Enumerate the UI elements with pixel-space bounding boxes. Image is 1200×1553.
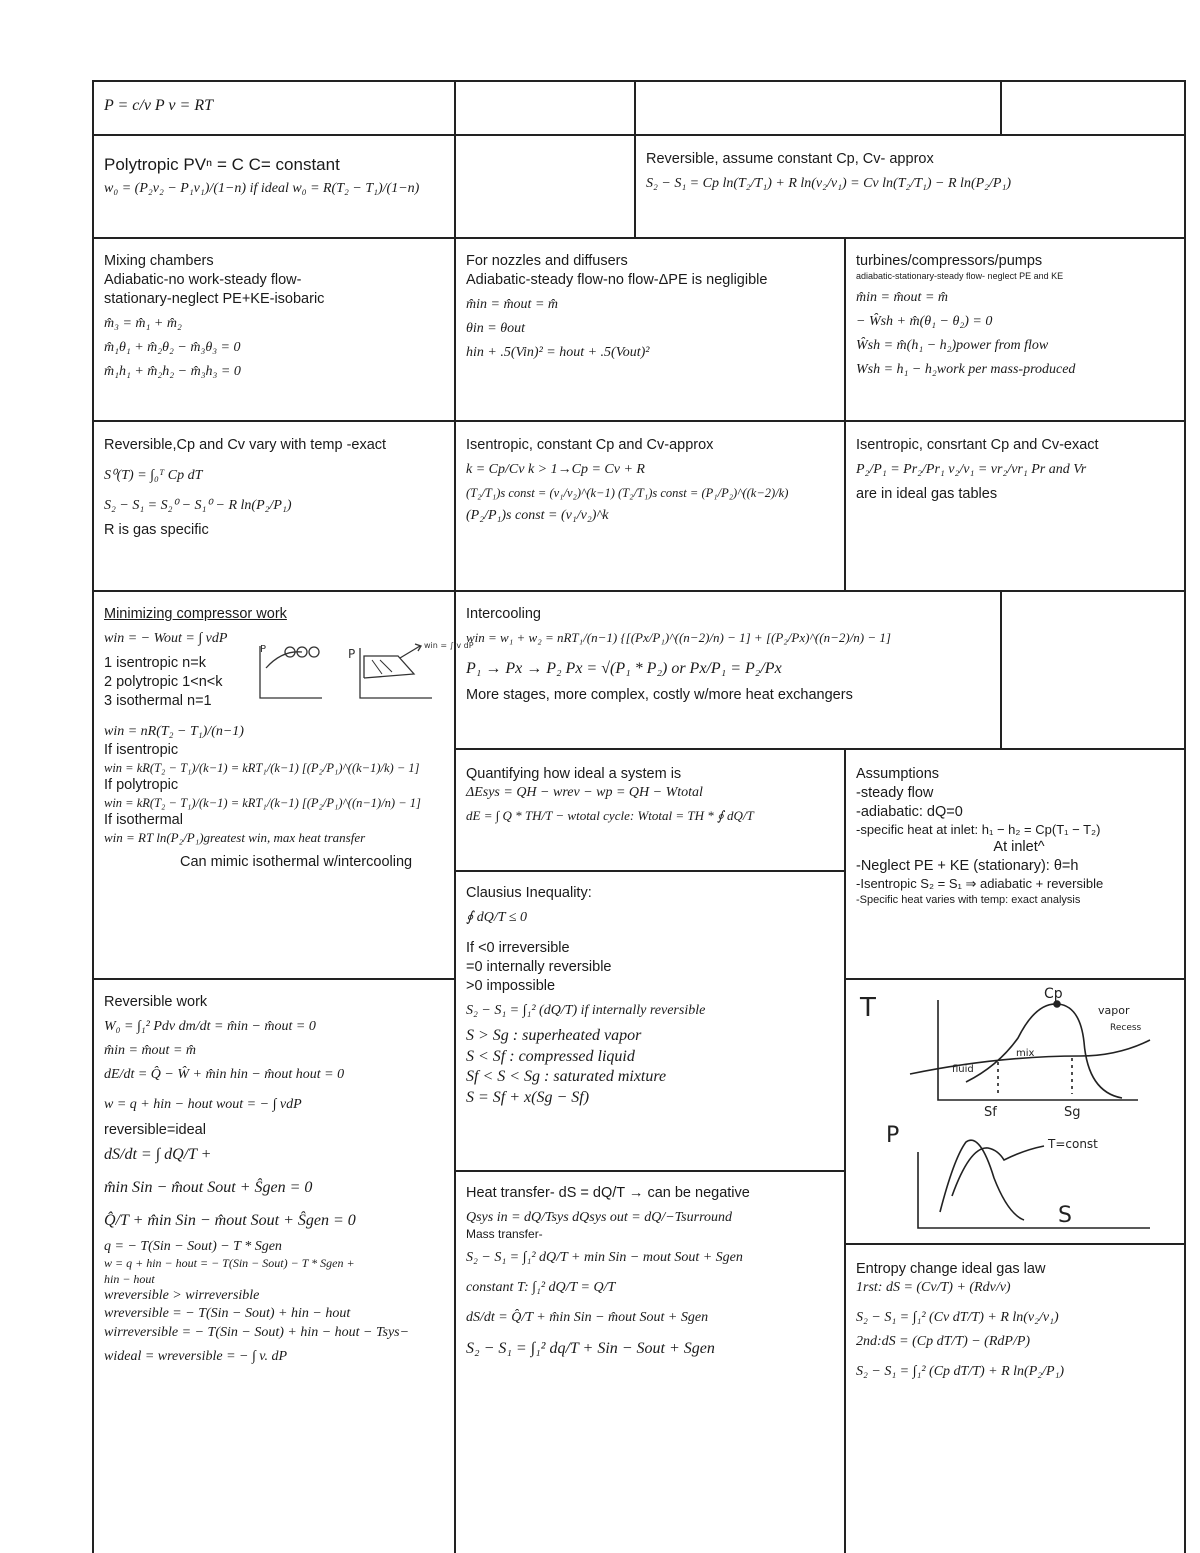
graph-label: mix: [1016, 1048, 1035, 1059]
quantifying-eq: dE = ∫ Q * TH/T − wtotal cycle: Wtotal = TH * ∮ dQ/T: [466, 808, 754, 824]
assumptions-line: -steady flow: [856, 784, 934, 801]
isentropic-approx-title: Isentropic, constant Cp and Cv-approx: [466, 437, 714, 453]
entropy-eq: 2nd:dS = (Cp dT/T) − (RdP/P): [856, 1334, 1031, 1350]
assumptions-line: -adiabatic: dQ=0: [856, 803, 963, 820]
isentropic-exact-note: are in ideal gas tables: [856, 486, 998, 503]
reversible-work-eq: dE/dt = Q̂ − Ŵ + m̂in hin − m̂out hout = 0: [104, 1067, 345, 1083]
reversible-work-title: Reversible work: [104, 994, 208, 1010]
graph-label: T: [860, 993, 876, 1023]
graph-label: T=const: [1048, 1137, 1098, 1151]
rule: [454, 748, 1186, 750]
assumptions-line: -Neglect PE + KE (stationary): θ=h: [856, 858, 1079, 875]
clausius-line: >0 impossible: [466, 977, 556, 994]
reversible-work-line: reversible=ideal: [104, 1121, 206, 1138]
reversible-const-title: Reversible, assume constant Cp, Cv- approx: [646, 151, 934, 167]
min-compressor-eq: win = RT ln(P₂/P₁)greatest win, max heat transfer: [104, 829, 366, 845]
graph-label: vapor: [1098, 1004, 1130, 1017]
heat-transfer-eq: dS/dt = Q̂/T + m̂in Sin − m̂out Sout + Sgen: [466, 1310, 709, 1325]
rule: [844, 1243, 1186, 1245]
reversible-work-eq: wideal = wreversible = − ∫ v. dP: [104, 1348, 288, 1364]
entropy-eq: 1rst: dS = (Cv/T) + (Rdv/v): [856, 1279, 1011, 1295]
nozzles-eq: m̂in = m̂out = m̂: [466, 296, 559, 312]
clausius-line: =0 internally reversible: [466, 958, 612, 975]
min-compressor-line: If polytropic: [104, 776, 179, 793]
assumptions-title: Assumptions: [856, 766, 940, 782]
turbines-line: adiabatic-stationary-steady flow- neglect PE and KE: [856, 270, 1064, 281]
graph-label: Recess: [1110, 1023, 1142, 1033]
min-compressor-line: If isentropic: [104, 741, 179, 758]
min-compressor-eq: win = − Wout = ∫ vdP: [104, 630, 228, 646]
nozzles-title: For nozzles and diffusers: [466, 253, 628, 269]
ideal-gas-eq: P = c/v P v = RT: [104, 97, 213, 114]
isentropic-exact-title: Isentropic, consrtant Cp and Cv-exact: [856, 437, 1099, 453]
heat-transfer-cell: [466, 1184, 841, 1360]
intercooling-eq: win = w₁ + w₂ = nRT₁/(n−1) {[(Px/P₁)^((n−2)/n) − 1] + [(P₂/Px)^((n−2)/n) − 1]: [466, 629, 891, 645]
assumptions-cell: [856, 765, 1182, 907]
min-compressor-eq: win = kR(T₂ − T₁)/(k−1) = kRT₁/(k−1) [(P₂/P₁)^((k−1)/k) − 1]: [104, 760, 420, 775]
assumptions-line: -specific heat at inlet: h₁ − h₂ = Cp(T₁ − T₂): [856, 821, 1101, 837]
reversible-exact-cell: [104, 436, 449, 540]
graph-label: Sg: [1064, 1105, 1081, 1120]
reversible-const-cell: [646, 150, 1181, 193]
clausius-title: Clausius Inequality:: [466, 885, 592, 901]
rule: [844, 237, 846, 590]
graph-label: Cp: [1044, 986, 1063, 1002]
polytropic-title: Polytropic PVⁿ = C C= constant: [104, 155, 340, 174]
reversible-work-eq: w = q + hin − hout wout = − ∫ vdP: [104, 1097, 302, 1113]
entropy-ideal-gas-cell: [856, 1260, 1182, 1382]
turbines-eq: Wsh = h₁ − h₂work per mass-produced: [856, 362, 1076, 378]
mixing-line: stationary-neglect PE+KE-isobaric: [104, 290, 325, 307]
rule: [634, 80, 636, 237]
assumptions-line: -Isentropic S₂ = S₁ ⇒ adiabatic + reversible: [856, 876, 1104, 892]
reversible-exact-title: Reversible,Cp and Cv vary with temp -exact: [104, 437, 387, 453]
entropy-title: Entropy change ideal gas law: [856, 1261, 1046, 1277]
border-left: [92, 80, 94, 1553]
rule: [1000, 590, 1002, 748]
intercooling-cell: [466, 605, 996, 704]
reversible-work-cell: [104, 993, 452, 1366]
clausius-eq: S > Sg : superheated vapor: [466, 1026, 642, 1044]
clausius-eq: Sf < S < Sg : saturated mixture: [466, 1068, 667, 1086]
ts-ps-sketch: [848, 982, 1182, 1240]
rule: [844, 978, 1186, 980]
nozzles-eq: θin = θout: [466, 320, 525, 336]
ideal-gas-cell: [104, 96, 444, 117]
reversible-work-eq: wreversible > wirreversible: [104, 1288, 260, 1304]
clausius-eq: S = Sf + x(Sg − Sf): [466, 1089, 590, 1107]
nozzles-cell: [466, 252, 841, 362]
mixing-eq: m̂₃ = m̂₁ + m̂₂: [104, 315, 182, 331]
nozzles-eq: hin + .5(Vin)² = hout + .5(Vout)²: [466, 345, 650, 361]
clausius-eq: ∮ dQ/T ≤ 0: [466, 909, 528, 925]
reversible-work-eq: hin − hout: [104, 1271, 155, 1286]
quantifying-title: Quantifying how ideal a system is: [466, 766, 682, 782]
min-compressor-line: 1 isentropic n=k: [104, 655, 206, 672]
heat-transfer-eq: S₂ − S₁ = ∫₁² dq/T + Sin − Sout + Sgen: [466, 1340, 715, 1358]
svg-text:P: P: [260, 644, 267, 655]
reversible-work-eq: dS/dt = ∫ dQ/T +: [104, 1146, 212, 1164]
graph-label: P: [886, 1123, 900, 1148]
formula-sheet: [92, 80, 1186, 1553]
graph-label: fluid: [952, 1064, 974, 1075]
isentropic-exact-cell: [856, 436, 1182, 504]
mixing-eq: m̂₁θ₁ + m̂₂θ₂ − m̂₃θ₃ = 0: [104, 339, 241, 355]
rule: [1000, 80, 1002, 135]
mixing-title: Mixing chambers: [104, 253, 214, 269]
min-compressor-eq: win = nR(T₂ − T₁)/(n−1): [104, 723, 244, 739]
heat-transfer-line: Mass transfer-: [466, 1227, 543, 1242]
isentropic-exact-eq: P₂/P₁ = Pr₂/Pr₁ v₂/v₁ = vr₂/vr₁ Pr and Vr: [856, 461, 1087, 477]
border-top: [92, 80, 1186, 82]
mixing-chambers-cell: [104, 252, 449, 381]
rule: [92, 420, 1186, 422]
reversible-work-eq: Q̂/T + m̂in Sin − m̂out Sout + Ŝgen = 0: [104, 1212, 356, 1230]
rule: [92, 590, 1186, 592]
mixing-eq: m̂₁h₁ + m̂₂h₂ − m̂₃h₃ = 0: [104, 363, 241, 379]
turbines-eq: m̂in = m̂out = m̂: [856, 289, 949, 305]
reversible-work-eq: m̂in Sin − m̂out Sout + Ŝgen = 0: [104, 1179, 313, 1197]
min-compressor-line: If isothermal: [104, 811, 183, 828]
clausius-eq: S < Sf : compressed liquid: [466, 1047, 635, 1065]
border-right: [1184, 80, 1186, 1553]
isentropic-approx-eq: k = Cp/Cv k > 1→Cp = Cv + R: [466, 461, 645, 477]
reversible-exact-eq: S⁰(T) = ∫₀ᵀ Cp dT: [104, 467, 203, 483]
quantifying-cell: [466, 765, 841, 825]
min-compressor-title: Minimizing compressor work: [104, 606, 287, 622]
isentropic-approx-eq: (T₂/T₁)s const = (v₁/v₂)^(k−1) (T₂/T₁)s const = (P₁/P₂)^((k−2)/k): [466, 486, 789, 501]
min-compressor-line: 3 isothermal n=1: [104, 692, 212, 709]
sketch-label: win = ∫ v dP: [424, 641, 474, 650]
reversible-work-eq: q = − T(Sin − Sout) − T * Sgen: [104, 1238, 282, 1254]
polytropic-cell: [104, 154, 449, 198]
min-compressor-eq: win = kR(T₂ − T₁)/(k−1) = kRT₁/(k−1) [(P₂/P₁)^((n−1)/n) − 1]: [104, 795, 421, 810]
rule: [454, 80, 456, 1553]
reversible-exact-eq: S₂ − S₁ = S₂⁰ − S₁⁰ − R ln(P₂/P₁): [104, 498, 292, 514]
entropy-eq: S₂ − S₁ = ∫₁² (Cv dT/T) + R ln(v₂/v₁): [856, 1310, 1059, 1326]
reversible-work-eq: w = q + hin − hout = − T(Sin − Sout) − T * Sgen +: [104, 1256, 355, 1271]
min-compressor-note: Can mimic isothermal w/intercooling: [180, 853, 413, 870]
heat-transfer-eq: constant T: ∫₁² dQ/T = Q/T: [466, 1279, 616, 1295]
clausius-eq: S₂ − S₁ = ∫₁² (dQ/T) if internally reversible: [466, 1002, 706, 1018]
entropy-eq: S₂ − S₁ = ∫₁² (Cp dT/T) + R ln(P₂/P₁): [856, 1364, 1065, 1380]
reversible-work-eq: wirreversible = − T(Sin − Sout) + hin − hout − Tsys−: [104, 1324, 410, 1340]
graph-label: Sf: [984, 1105, 997, 1120]
reversible-work-eq: W₀ = ∫₁² Pdv dm/dt = m̂in − m̂out = 0: [104, 1018, 316, 1034]
heat-transfer-eq: Qsys in = dQ/Tsys dQsys out = dQ/−Tsurround: [466, 1209, 732, 1225]
turbines-title: turbines/compressors/pumps: [856, 253, 1043, 269]
clausius-line: If <0 irreversible: [466, 940, 570, 957]
min-compressor-line: 2 polytropic 1<n<k: [104, 673, 223, 690]
heat-transfer-title: Heat transfer- dS = dQ/T → can be negative: [466, 1185, 750, 1201]
svg-text:P: P: [348, 647, 356, 661]
intercooling-title: Intercooling: [466, 606, 541, 622]
rule: [844, 748, 846, 1553]
intercooling-eq: P₁ → Px → P₂ Px = √(P₁ * P₂) or Px/P₁ = P₂/Px: [466, 659, 782, 677]
rule: [454, 1170, 844, 1172]
isentropic-approx-cell: [466, 436, 841, 525]
rule: [454, 870, 844, 872]
isentropic-approx-eq: (P₂/P₁)s const = (v₁/v₂)^k: [466, 508, 609, 524]
reversible-work-eq: wreversible = − T(Sin − Sout) + hin − hout: [104, 1306, 351, 1322]
turbines-cell: [856, 252, 1182, 379]
rule: [92, 237, 1186, 239]
reversible-const-eq: S₂ − S₁ = Cp ln(T₂/T₁) + R ln(v₂/v₁) = Cv ln(T₂/T₁) − R ln(P₂/P₁): [646, 175, 1011, 191]
turbines-eq: Ŵsh = m̂(h₁ − h₂)power from flow: [856, 337, 1049, 353]
reversible-exact-note: R is gas specific: [104, 522, 209, 539]
nozzles-line: Adiabatic-steady flow-no flow-ΔPE is negligible: [466, 271, 768, 288]
quantifying-eq: ΔEsys = QH − wrev − wp = QH − Wtotal: [466, 784, 703, 800]
reversible-work-eq: m̂in = m̂out = m̂: [104, 1043, 197, 1059]
turbines-eq: − Ŵsh + m̂(θ₁ − θ₂) = 0: [856, 313, 993, 329]
clausius-cell: [466, 884, 841, 1109]
heat-transfer-eq: S₂ − S₁ = ∫₁² dQ/T + min Sin − mout Sout + Sgen: [466, 1249, 743, 1265]
compressor-sketch: [252, 638, 474, 710]
graph-label: S: [1058, 1203, 1072, 1228]
rule: [92, 978, 454, 980]
rule: [92, 134, 1186, 136]
mixing-line: Adiabatic-no work-steady flow-: [104, 271, 302, 288]
polytropic-work-eq: w₀ = (P₂v₂ − P₁v₁)/(1−n) if ideal w₀ = R(T₂ − T₁)/(1−n): [104, 181, 420, 197]
assumptions-line: At inlet^: [993, 839, 1045, 856]
intercooling-note: More stages, more complex, costly w/more heat exchangers: [466, 686, 853, 703]
assumptions-line: -Specific heat varies with temp: exact analysis: [856, 894, 1081, 906]
